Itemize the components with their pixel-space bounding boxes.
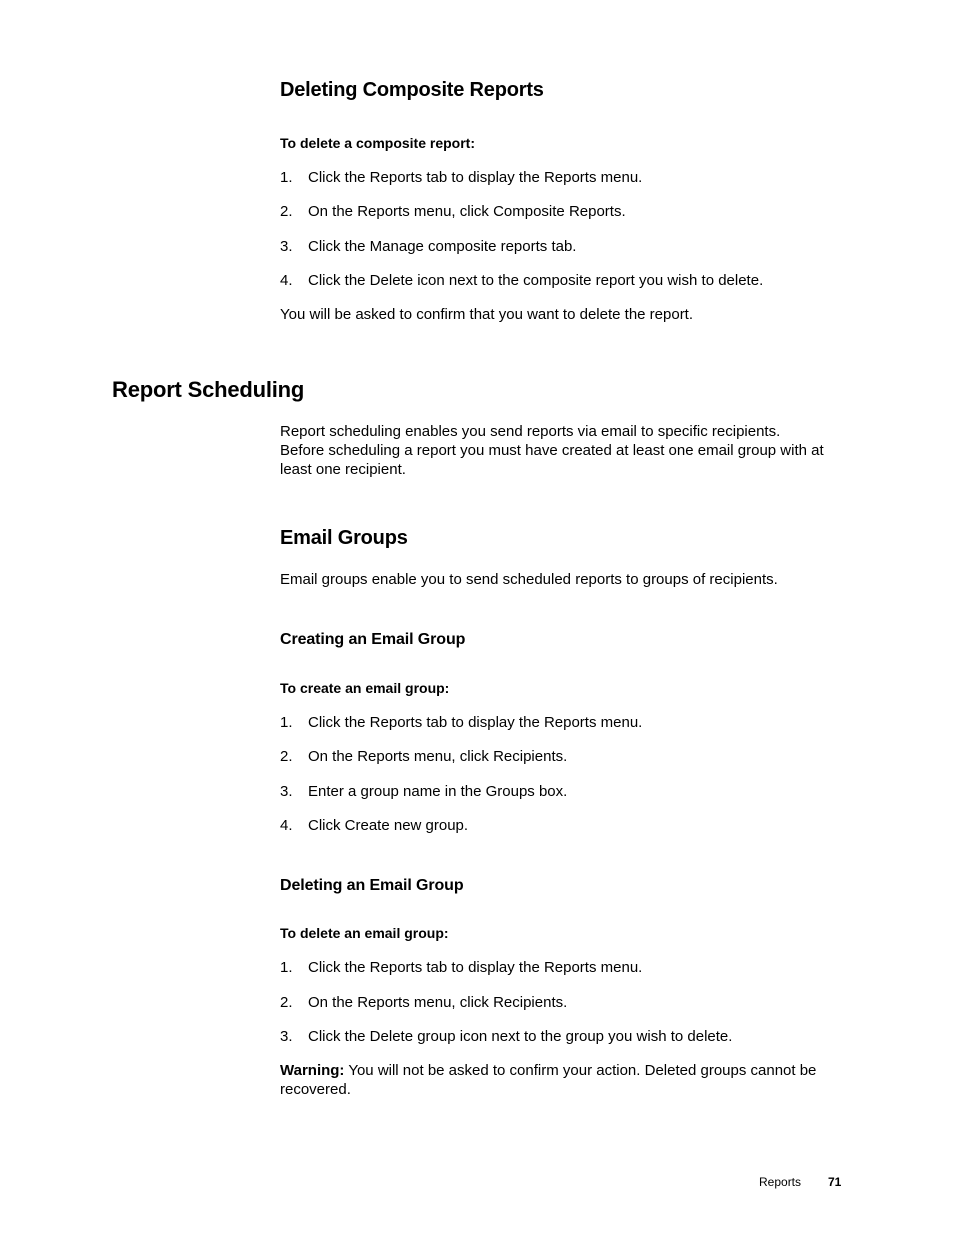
step-number: 3.: [280, 238, 293, 255]
chapter-heading-report-scheduling: Report Scheduling: [112, 377, 305, 402]
report-scheduling-paragraph-line-1: Report scheduling enables you send reports via email to specific recipients.: [280, 423, 781, 440]
step-number: 2.: [280, 748, 293, 765]
section-heading-email-groups: Email Groups: [280, 527, 408, 549]
step-number: 2.: [280, 203, 293, 220]
step-number: 1.: [280, 959, 293, 976]
procedure-title-create-email-group: To create an email group:: [280, 680, 450, 696]
confirmation-note: You will be asked to confirm that you want to delete the report.: [280, 306, 694, 323]
step-number: 3.: [280, 783, 293, 800]
step-text: Click Create new group.: [308, 817, 469, 834]
email-groups-intro: Email groups enable you to send scheduled reports to groups of recipients.: [280, 571, 778, 588]
step-number: 1.: [280, 714, 293, 731]
step-text: Click the Manage composite reports tab.: [308, 238, 577, 255]
subsection-heading-creating-email-group: Creating an Email Group: [280, 631, 466, 648]
step-text: Click the Delete icon next to the composite report you wish to delete.: [308, 272, 764, 289]
procedure-title-delete-email-group: To delete an email group:: [280, 925, 449, 941]
warning-line-1: [280, 1061, 816, 1080]
subsection-heading-deleting-email-group: Deleting an Email Group: [280, 877, 464, 894]
step-text: Click the Reports tab to display the Reports menu.: [308, 714, 643, 731]
warning-text: You will not be asked to confirm your action. Deleted groups cannot be: [344, 1062, 817, 1079]
section-heading-deleting-composite-reports: Deleting Composite Reports: [280, 79, 544, 101]
report-scheduling-paragraph-line-3: least one recipient.: [280, 461, 406, 478]
step-number: 3.: [280, 1028, 293, 1045]
footer-section-name: Reports: [759, 1175, 802, 1189]
warning-label: Warning:: [280, 1062, 345, 1079]
step-number: 4.: [280, 817, 293, 834]
page-number: 71: [828, 1175, 842, 1189]
procedure-title-delete-composite: To delete a composite report:: [280, 135, 475, 151]
step-text: Click the Delete group icon next to the group you wish to delete.: [308, 1028, 733, 1045]
step-text: Click the Reports tab to display the Reports menu.: [308, 169, 643, 186]
step-number: 4.: [280, 272, 293, 289]
step-text: On the Reports menu, click Recipients.: [308, 748, 568, 765]
step-text: Click the Reports tab to display the Reports menu.: [308, 959, 643, 976]
warning-line-2: recovered.: [280, 1081, 351, 1098]
step-text: On the Reports menu, click Recipients.: [308, 994, 568, 1011]
step-number: 1.: [280, 169, 293, 186]
step-text: On the Reports menu, click Composite Reports.: [308, 203, 626, 220]
step-number: 2.: [280, 994, 293, 1011]
report-scheduling-paragraph-line-2: Before scheduling a report you must have created at least one email group with at: [280, 442, 824, 459]
step-text: Enter a group name in the Groups box.: [308, 783, 568, 800]
